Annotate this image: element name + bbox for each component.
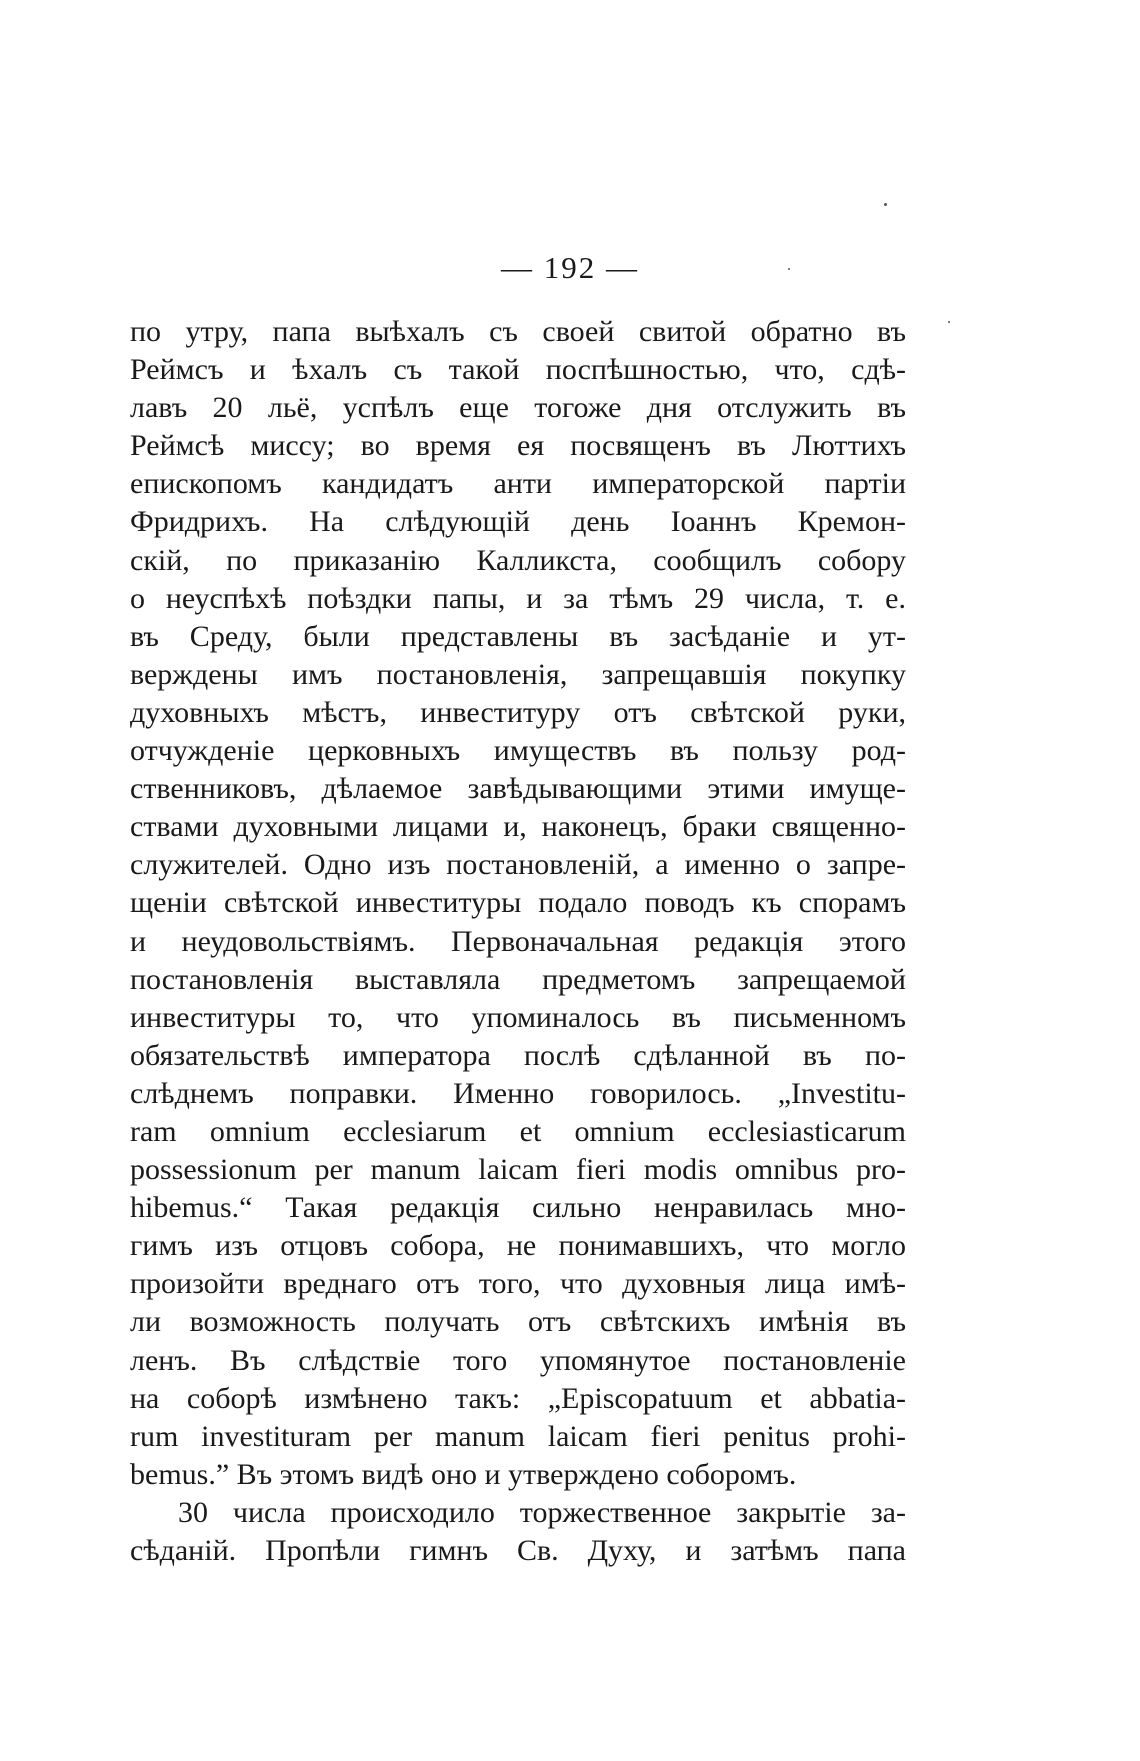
text-line: верждены имъ постановленія, запрещавшія покупку bbox=[130, 657, 906, 691]
text-line: ственниковъ, дѣлаемое завѣдывающими этими имуще- bbox=[130, 772, 906, 806]
text-line: скій, по приказанію Калликста, сообщилъ собору bbox=[130, 543, 906, 577]
text-line: possessionum per manum laicam fieri modis omnibus pro- bbox=[130, 1153, 906, 1187]
text-line: по утру, папа выѣхалъ съ своей свитой обратно въ bbox=[130, 315, 906, 348]
text-line: ленъ. Въ слѣдствіе того упомянутое постановленіе bbox=[130, 1343, 906, 1377]
text-line: произойти вреднаго отъ того, что духовныя лица имѣ- bbox=[130, 1267, 906, 1301]
text-line: сѣданій. Пропѣли гимнъ Св. Духу, и затѣмъ папа bbox=[130, 1534, 906, 1567]
text-line: Реймсѣ миссу; во время ея посвященъ въ Люттихъ bbox=[130, 429, 906, 463]
body-text bbox=[130, 313, 906, 1570]
page-number: — 192 — bbox=[501, 250, 639, 285]
text-line: духовныхъ мѣстъ, инвеституру отъ свѣтской руки, bbox=[130, 695, 906, 729]
text-line: инвеституры то, что упоминалось въ письменномъ bbox=[130, 1000, 906, 1034]
text-line: ствами духовными лицами и, наконецъ, браки священно- bbox=[130, 810, 906, 844]
text-line: о неуспѣхѣ поѣздки папы, и за тѣмъ 29 числа, т. е. bbox=[130, 581, 906, 615]
text-line: hibemus.“ Такая редакція сильно ненравилась мно- bbox=[130, 1191, 906, 1225]
text-line: и неудовольствіямъ. Первоначальная редакція этого bbox=[130, 924, 906, 958]
text-line: щеніи свѣтской инвеституры подало поводъ къ спорамъ bbox=[130, 886, 906, 920]
paper-speck bbox=[788, 268, 790, 270]
text-line: постановленія выставляла предметомъ запрещаемой bbox=[130, 962, 906, 996]
text-line: епископомъ кандидатъ анти императорской партіи bbox=[130, 467, 906, 501]
text-line: ли возможность получать отъ свѣтскихъ имѣнія въ bbox=[130, 1305, 906, 1339]
text-line: Реймсъ и ѣхалъ съ такой поспѣшностью, что, сдѣ- bbox=[130, 353, 906, 387]
text-line: Фридрихъ. На слѣдующій день Іоаннъ Кремон- bbox=[130, 505, 906, 539]
paper-speck bbox=[948, 321, 950, 323]
text-line: въ Среду, были представлены въ засѣданіе и ут- bbox=[130, 619, 906, 653]
text-line: гимъ изъ отцовъ собора, не понимавшихъ, что могло bbox=[130, 1229, 906, 1263]
text-line: обязательствѣ императора послѣ сдѣланной въ по- bbox=[130, 1038, 906, 1072]
text-line: отчужденіе церковныхъ имуществъ въ пользу род- bbox=[130, 734, 906, 768]
paper-speck bbox=[884, 203, 887, 206]
text-line: ram omnium ecclesiarum et omnium ecclesiasticarum bbox=[130, 1114, 906, 1148]
text-line: служителей. Одно изъ постановленій, а именно о запре- bbox=[130, 848, 906, 882]
text-line: слѣднемъ поправки. Именно говорилось. „Investitu- bbox=[130, 1076, 906, 1110]
text-line: на соборѣ измѣнено такъ: „Episcopatuum et abbatia- bbox=[130, 1381, 906, 1415]
text-line: rum investituram per manum laicam fieri penitus prohi- bbox=[130, 1419, 906, 1453]
text-line: лавъ 20 льё, успѣлъ еще тогоже дня отслужить въ bbox=[130, 391, 906, 425]
paragraph-start-line: 30 числа происходило торжественное закрытіе за- bbox=[178, 1495, 906, 1529]
paragraph-end-line: bemus.” Въ этомъ видѣ оно и утверждено соборомъ. bbox=[130, 1457, 797, 1491]
